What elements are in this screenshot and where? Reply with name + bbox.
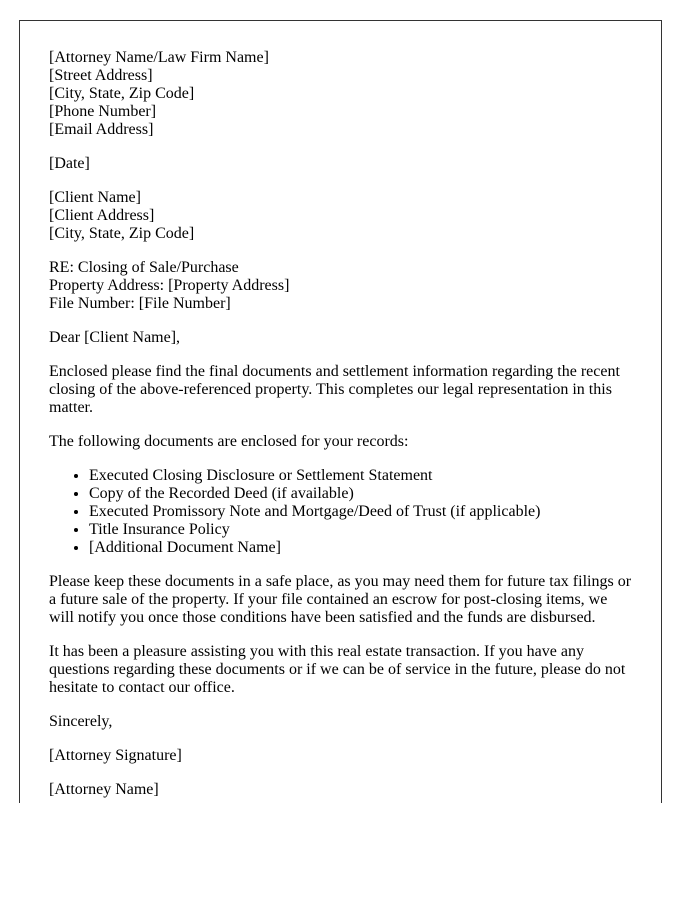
re-subject: RE: Closing of Sale/Purchase — [49, 259, 239, 276]
letter-page — [19, 20, 662, 803]
re-block — [49, 259, 633, 313]
attorney-name: [Attorney Name] — [49, 781, 159, 798]
recipient-block — [49, 189, 633, 243]
intro-paragraph: Enclosed please find the final documents and settlement information regarding the recent closing of the above-referenced property. This completes our legal representation in this matter. — [49, 363, 620, 416]
documents-list — [49, 467, 633, 557]
sender-phone: [Phone Number] — [49, 103, 157, 120]
sender-block — [49, 49, 633, 139]
list-item: • Title Insurance Policy — [89, 521, 633, 539]
keep-paragraph: Please keep these documents in a safe place, as you may need them for future tax filings or a future sale of the property. If your file contained an escrow for post-closing items, we will notify you once those conditions have been satisfied and the funds are disbursed. — [49, 573, 632, 626]
list-item: • [Additional Document Name] — [89, 539, 633, 557]
re-file: File Number: [File Number] — [49, 295, 231, 312]
salutation: Dear [Client Name], — [49, 329, 181, 346]
list-item: • Executed Promissory Note and Mortgage/Deed of Trust (if applicable) — [89, 503, 633, 521]
recipient-name: [Client Name] — [49, 189, 141, 206]
recipient-city: [City, State, Zip Code] — [49, 225, 195, 242]
valediction: Sincerely, — [49, 713, 113, 730]
sender-city: [City, State, Zip Code] — [49, 85, 195, 102]
letter-date: [Date] — [49, 155, 90, 172]
sender-name: [Attorney Name/Law Firm Name] — [49, 49, 269, 66]
recipient-address: [Client Address] — [49, 207, 155, 224]
closing-paragraph: It has been a pleasure assisting you with this real estate transaction. If you have any questions regarding these documents or if we can be of service in the future, please do not hesitate to contact our office. — [49, 643, 626, 696]
re-property: Property Address: [Property Address] — [49, 277, 290, 294]
list-item: • Executed Closing Disclosure or Settlement Statement — [89, 467, 633, 485]
list-item: • Copy of the Recorded Deed (if available) — [89, 485, 633, 503]
list-intro: The following documents are enclosed for your records: — [49, 433, 409, 450]
signature: [Attorney Signature] — [49, 747, 182, 764]
sender-street: [Street Address] — [49, 67, 153, 84]
sender-email: [Email Address] — [49, 121, 154, 138]
